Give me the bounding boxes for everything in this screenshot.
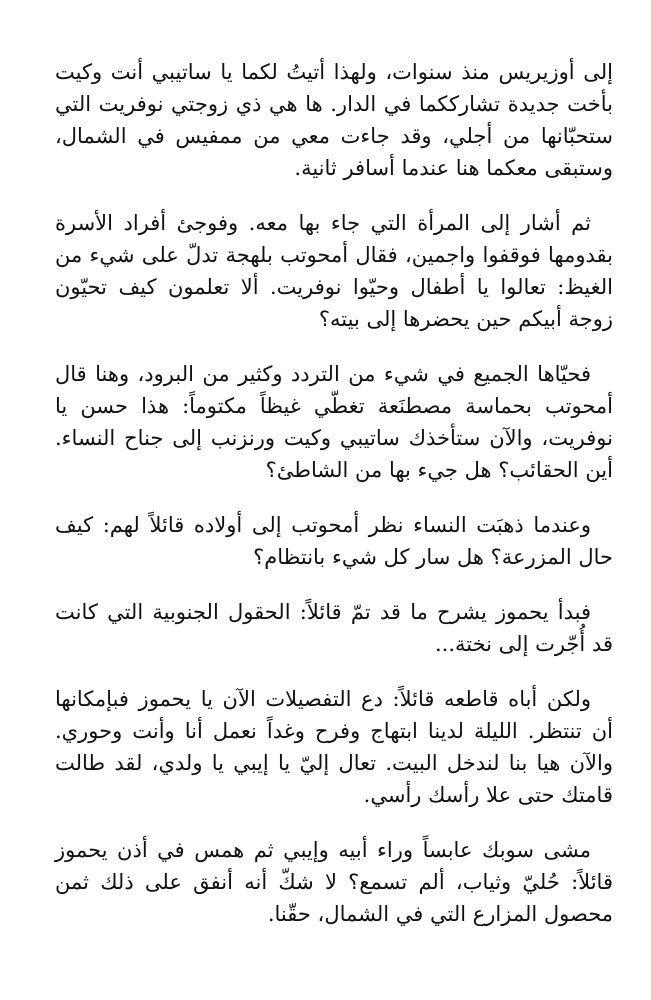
paragraph-6: ولكن أباه قاطعه قائلاً: دع التفصيلات الآن يا يحموز فبإمكانها أن تنتظر. الليلة لدينا ابتهاج وفرح وغداً نعمل أنا وأنت وحوري. والآن هيا بنا لندخل البيت. تعال إليّ يا إيبي يا ولدي، لقد طالت قامتك حتى علا رأسك رأسي.	[55, 687, 613, 807]
paragraph-7: مشى سوبك عابساً وراء أبيه وإيبي ثم همس في أذن يحموز قائلاً: حُليّ وثياب، ألم تسمع؟ لا شكّ أنه أنفق على ذلك ثمن محصول المزارع التي في الشمال، حقّنا.	[55, 838, 613, 926]
paragraph-3: فحيّاها الجميع في شيء من التردد وكثير من البرود، وهنا قال أمحوتب بحماسة مصطنَعة تغطّي غيظاً مكتوماً: هذا حسن يا نوفريت، والآن ستأخذك ساتيبي وكيت ورنزنب إلى جناح النساء. أين الحقائب؟ هل جيء بها من الشاطئ؟	[55, 362, 613, 482]
paragraph-2: ثم أشار إلى المرأة التي جاء بها معه. وفوجئ أفراد الأسرة بقدومها فوقفوا واجمين، فقال أمحوتب بلهجة تدلّ على شيء من الغيظ: تعالوا يا أطفال وحيّوا نوفريت. ألا تعلمون كيف تحيّون زوجة أبيكم حين يحضرها إلى بيته؟	[55, 211, 613, 331]
paragraph-4: وعندما ذهبَت النساء نظر أمحوتب إلى أولاده قائلاً لهم: كيف حال المزرعة؟ هل سار كل شيء بانتظام؟	[55, 513, 613, 569]
paragraph-1: إلى أوزيريس منذ سنوات، ولهذا أتيتُ لكما يا ساتيبي أنت وكيت بأخت جديدة تشارككما في الدار. ها هي ذي زوجتي نوفريت التي ستحبّانها من أجلي، وقد جاءت معي من ممفيس في الشمال، وستبقى معكما هنا عندما أسافر ثانية.	[55, 60, 613, 180]
book-page	[55, 56, 613, 953]
paragraph-5: فبدأ يحموز يشرح ما قد تمّ قائلاً: الحقول الجنوبية التي كانت قد أُجّرت إلى نختة...	[55, 600, 613, 656]
